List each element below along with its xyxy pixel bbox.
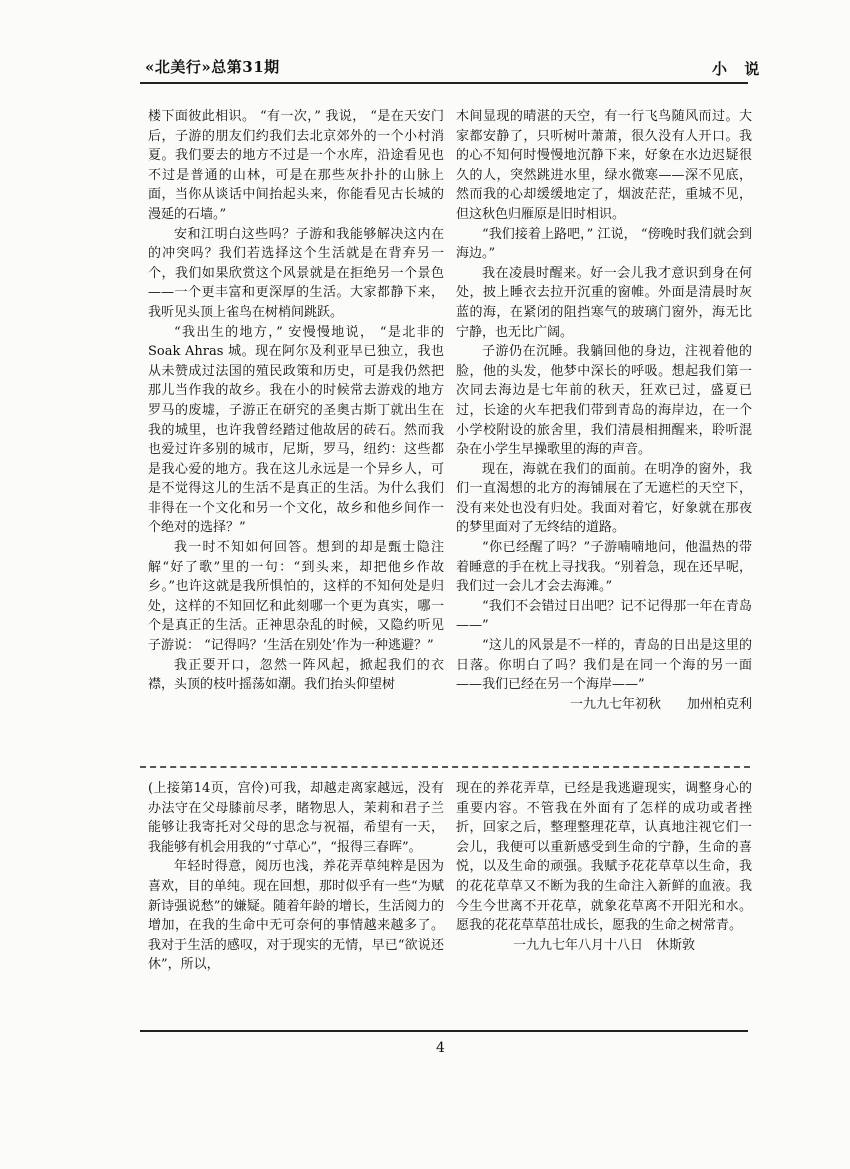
story-paragraph: 现在，海就在我们的面前。在明净的窗外，我们一直渴想的北方的海铺展在了无遮栏的天空下，没有来处也没有归处。我面对着它，好象就在那夜的梦里面对了无终结的道路。 <box>456 461 752 536</box>
story-signature: 一九九七年初秋 加州柏克利 <box>569 696 752 712</box>
story-paragraph: “这儿的风景是不一样的，青岛的日出是这里的日落。你明白了吗？我们是在同一个海的另一面——我们已经在另一个海岸——” <box>456 638 752 693</box>
section-divider <box>140 766 750 768</box>
header-rule <box>140 82 748 84</box>
story-paragraph: 我在凌晨时醒来。好一会儿我才意识到身在何处，披上睡衣去拉开沉重的窗帷。外面是清晨时灰蓝的海，在紧闭的阻挡寒气的玻璃门窗外，海无比宁静，也无比广阔。 <box>456 265 752 340</box>
story-paragraph: “我出生的地方，” 安慢慢地说， “是北非的 Soak Ahras 城。现在阿尔及利亚早已独立，我也从未赞成过法国的殖民政策和历史，可是我仍然把那儿当作我的故乡。我在小的时候常去游戏的地方罗马的废墟，子游正在研究的圣奥古斯丁就出生在我的城里，也许我曾经踏过他故居的砖石。然而我也爱过许多别的城市，尼斯，罗马，纽约：这些都是我心爱的地方。我在这儿永远是一个异乡人，可是不觉得这儿的生活不是真正的生活。为什么我们非得在一个文化和另一个文化，故乡和他乡间作一个绝对的选择？” <box>148 324 444 536</box>
story-paragraph: 安和江明白这些吗？子游和我能够解决这内在的冲突吗？我们若选择这个生活就是在背弃另一个，我们如果欣赏这个风景就是在拒绝另一个景色——一个更丰富和更深厚的生活。大家都静下来，我听见头顶上雀鸟在树梢间跳跃。 <box>148 226 444 320</box>
page-number: 4 <box>436 1040 445 1056</box>
story-paragraph: 楼下面彼此相识。 “有一次，” 我说， “是在天安门后，子游的朋友们约我们去北京郊外的一个小村消夏。我们要去的地方不过是一个水库，沿途看见也不过是普通的山林，可是在那些灰扑扑的山脉上面，当你从谈话中间抬起头来，你能看见古长城的漫延的石墙。” <box>148 109 444 222</box>
story-paragraph: 子游仍在沉睡。我躺回他的身边，注视着他的脸，他的头发，他梦中深长的呼吸。想起我们第一次同去海边是七年前的秋天，狂欢已过，盛夏已过，长途的火车把我们带到青岛的海岸边，在一个小学校附设的旅舍里，我们清晨相拥醒来，聆听混杂在小学生早操歌里的海的声音。 <box>456 344 752 458</box>
essay-paragraph: 年轻时得意，阅历也浅，养花弄草纯粹是因为喜欢，目的单纯。现在回想，那时似乎有一些“为赋新诗强说愁”的嫌疑。随着年龄的增长，生活阅力的增加，在我的生命中无可奈何的事情越来越多了。我对于生活的感叹，对于现实的无情，早已“欲说还休”，所以， <box>148 859 444 973</box>
story-paragraph: 木间显现的晴湛的天空，有一行飞鸟随风而过。大家都安静了，只听树叶萧萧，很久没有人开口。我的心不知何时慢慢地沉静下来，好象在水边迟疑很久的人，突然跳进水里，绿水微寒——深不见底，然而我的心却缓缓地定了，烟波茫茫，重城不见，但这秋色归雁原是旧时相识。 <box>456 109 752 222</box>
essay-signature: 一九九七年八月十八日 休斯敦 <box>512 937 695 953</box>
story-paragraph: “我们接着上路吧，” 江说， “傍晚时我们就会到海边。” <box>456 226 752 262</box>
section-label: 小 说 <box>712 60 766 78</box>
magazine-issue-title: «北美行»总第31期 <box>145 58 280 76</box>
footer-rule <box>140 1030 748 1032</box>
essay-column-right <box>456 779 752 1011</box>
story-paragraph: 我一时不知如何回答。想到的却是甄士隐注解“好了歌”里的一句：“到头来，却把他乡作故乡。”也许这就是我所惧怕的，这样的不知何处是归处，这样的不知回忆和此刻哪一个更为真实，哪一个是真正的生活。正神思杂乱的时候，又隐约听见子游说： “记得吗？‘生活在别处’作为一种逃避？” <box>148 540 444 654</box>
story-column-left <box>148 107 444 762</box>
essay-paragraph: 现在的养花弄草，已经是我逃避现实，调整身心的重要内容。不管我在外面有了怎样的成功或者挫折，回家之后，整理整理花草，认真地注视它们一会儿，我便可以重新感受到生命的宁静，生命的喜悦，以及生命的顽强。我赋予花花草草以生命，我的花花草草又不断为我的生命注入新鲜的血液。我今生今世离不开花草，就象花草离不开阳光和水。愿我的花花草草茁壮成长，愿我的生命之树常青。 <box>456 781 752 934</box>
essay-paragraph: (上接第14页，宫伶)可我，却越走离家越远，没有办法守在父母膝前尽孝，睹物思人，茉莉和君子兰能够让我寄托对父母的思念与祝福，希望有一天，我能够有机会用我的“寸草心”，“报得三春晖”。 <box>148 781 444 855</box>
story-paragraph: 我正要开口，忽然一阵风起，掀起我们的衣襟，头顶的枝叶摇荡如潮。我们抬头仰望树 <box>148 657 444 693</box>
story-column-right <box>456 107 752 762</box>
essay-column-left <box>148 779 444 1011</box>
story-paragraph: “你已经醒了吗？”子游喃喃地问，他温热的带着睡意的手在枕上寻找我。“别着急，现在还早呢，我们过一会儿才会去海滩。” <box>456 540 752 595</box>
story-paragraph: “我们不会错过日出吧？记不记得那一年在青岛——” <box>456 598 752 634</box>
